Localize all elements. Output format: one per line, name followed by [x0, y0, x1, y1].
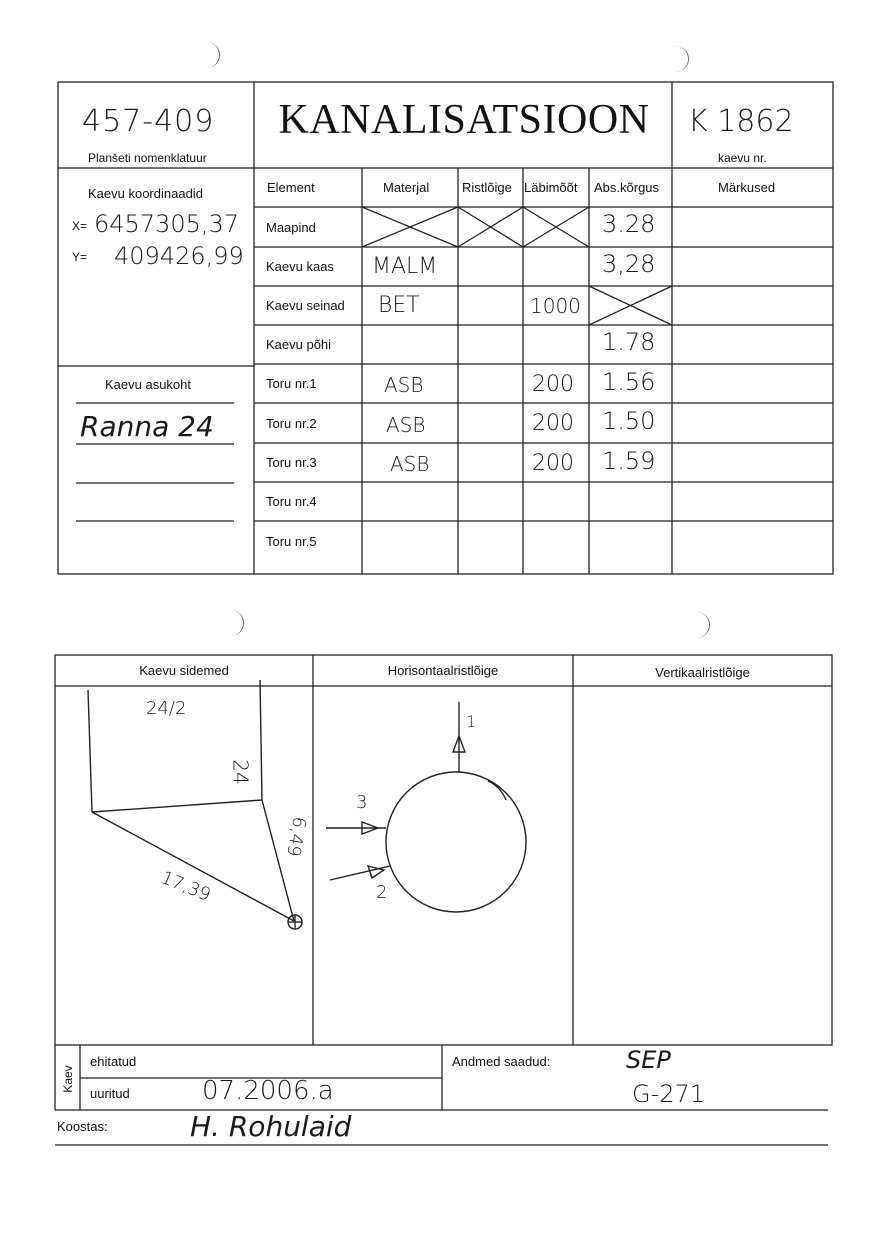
row-element-label: Toru nr.2	[266, 416, 317, 431]
y-prefix: Y=	[72, 250, 88, 264]
x-prefix: X=	[72, 219, 88, 233]
andmed-value-1: SEP	[626, 1046, 671, 1074]
y-coordinate-value: 409426,99	[114, 242, 244, 270]
col-header-materjal: Materjal	[383, 180, 430, 195]
pipe-1-label: 1	[466, 712, 477, 731]
koostas-label: Koostas:	[57, 1119, 108, 1134]
col-header-labimoot: Läbimõõt	[524, 180, 578, 195]
row-element-label: Maapind	[266, 220, 316, 235]
cell-materjal: ASB	[386, 413, 426, 437]
sheet-number: 457-409	[82, 104, 215, 139]
cell-materjal: ASB	[384, 373, 424, 397]
col-header-abs-korgus: Abs.kõrgus	[594, 180, 660, 195]
pipe-2-label: 2	[376, 882, 388, 903]
horisontaal-header: Horisontaalristlõige	[387, 663, 499, 678]
vertikaal-header: Vertikaalristlõige	[655, 665, 750, 680]
cell-abs-korgus: 1.59	[602, 447, 656, 475]
cell-abs-korgus: 1.56	[602, 368, 656, 396]
kaev-side-label: Kaev	[61, 1065, 75, 1093]
cell-labimoot: 200	[532, 372, 574, 397]
sketch-dimension-c: 6,49	[282, 814, 310, 859]
sketch-building-label: 24/2	[146, 698, 187, 719]
cell-abs-korgus: 1.50	[602, 407, 656, 435]
col-header-element: Element	[267, 180, 315, 195]
koostas-value: H. Rohulaid	[190, 1110, 352, 1143]
row-element-label: Kaevu seinad	[266, 298, 345, 313]
well-number-label: kaevu nr.	[718, 151, 767, 165]
sketch-dimension-b: 17,39	[157, 867, 214, 906]
row-element-label: Toru nr.3	[266, 455, 317, 470]
page-title: KANALISATSIOON	[278, 97, 650, 143]
cell-materjal: ASB	[390, 452, 430, 476]
andmed-label: Andmed saadud:	[452, 1054, 551, 1069]
row-element-label: Kaevu põhi	[266, 337, 332, 352]
location-label: Kaevu asukoht	[105, 377, 192, 392]
row-element-label: Toru nr.1	[266, 376, 317, 391]
row-element-label: Toru nr.4	[266, 494, 317, 509]
cell-abs-korgus: 1.78	[602, 328, 656, 356]
cell-materjal: MALM	[372, 254, 438, 279]
col-header-ristloige: Ristlõige	[462, 180, 512, 195]
uuritud-label: uuritud	[90, 1086, 130, 1101]
row-element-label: Kaevu kaas	[266, 259, 334, 274]
ehitatud-label: ehitatud	[90, 1054, 137, 1069]
coordinates-label: Kaevu koordinaadid	[88, 186, 203, 201]
cell-labimoot: 200	[532, 451, 574, 476]
cell-abs-korgus: 3,28	[602, 250, 656, 278]
sidemed-header: Kaevu sidemed	[139, 663, 229, 678]
cell-materjal: BET	[378, 293, 420, 318]
uuritud-value: 07.2006.a	[202, 1076, 334, 1106]
cell-labimoot: 1000	[530, 294, 581, 318]
sheet-number-label: Planšeti nomenklatuur	[88, 151, 207, 165]
location-value: Ranna 24	[80, 410, 214, 443]
x-coordinate-value: 6457305,37	[94, 210, 240, 238]
well-number: K 1862	[688, 104, 794, 139]
pipe-3-label: 3	[356, 792, 368, 813]
andmed-value-2: G-271	[632, 1080, 706, 1108]
col-header-markused: Märkused	[718, 180, 776, 195]
sketch-dimension-a: 24	[228, 759, 253, 785]
row-element-label: Toru nr.5	[266, 534, 317, 549]
cell-labimoot: 200	[532, 411, 574, 436]
cell-abs-korgus: 3.28	[602, 210, 656, 238]
